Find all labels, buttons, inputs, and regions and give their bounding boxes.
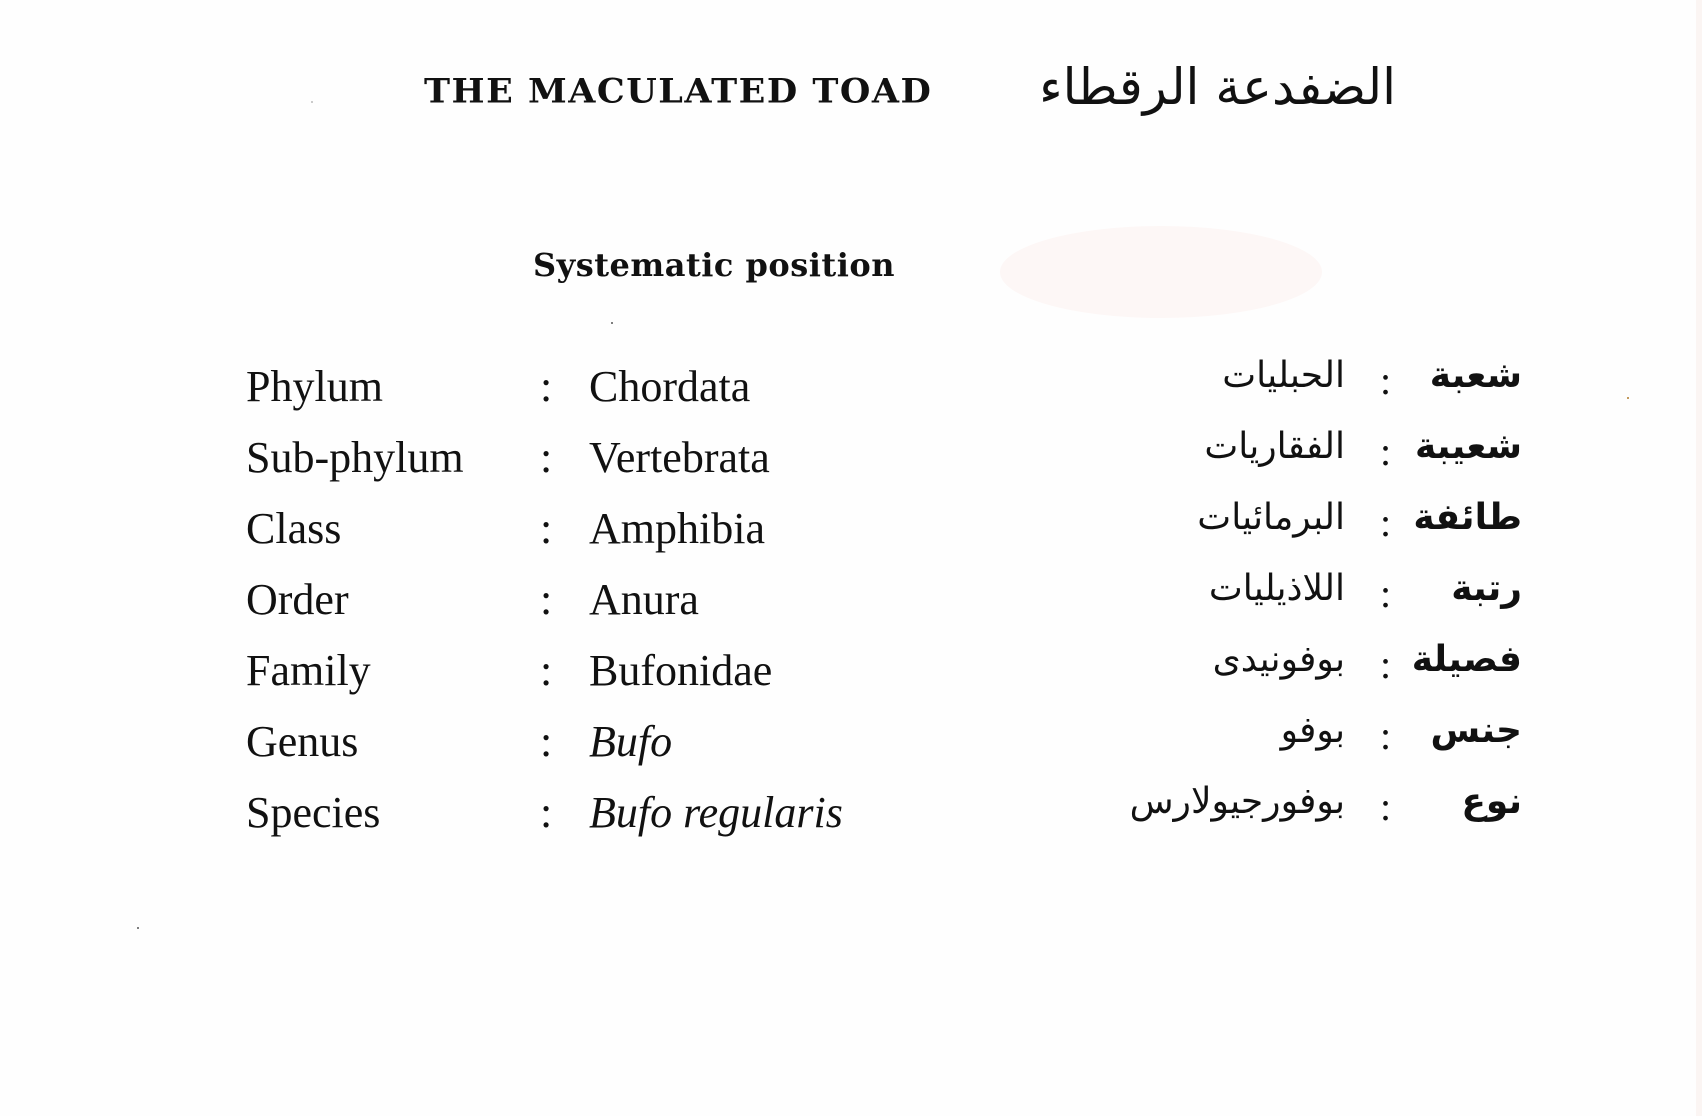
separator: : [540,362,553,411]
rank-label-en: Sub-phylum [246,433,464,482]
separator: : [540,646,553,695]
separator: : [1380,429,1392,474]
separator: : [1380,500,1392,545]
rank-label-en: Order [246,575,349,624]
rank-value-ar: بوفو [1280,710,1345,751]
separator: : [1380,358,1392,403]
separator: : [540,717,553,766]
paper-smudge [1000,226,1322,318]
separator: : [1380,784,1392,829]
rank-value-en: Bufo regularis [589,788,843,837]
rank-label-en: Species [246,788,381,837]
rank-label-ar: رتبة [1451,568,1522,609]
separator: : [540,788,553,837]
ink-speck [611,322,613,324]
rank-label-ar: جنس [1430,710,1522,751]
taxonomy-row-subphylum [0,426,1702,497]
separator: : [1380,713,1392,758]
taxonomy-row-phylum [0,355,1702,426]
taxonomy-row-species [0,781,1702,852]
rank-value-ar: الفقاريات [1204,426,1345,467]
rank-label-ar: فصيلة [1411,639,1522,680]
rank-value-en: Bufonidae [589,646,773,695]
taxonomy-row-genus [0,710,1702,781]
taxonomy-row-class [0,497,1702,568]
rank-value-ar: بوفونيدى [1212,639,1345,680]
rank-label-ar: شعبة [1429,355,1522,396]
rank-value-en: Bufo [589,717,673,766]
taxonomy-table [0,355,1702,852]
separator: : [540,575,553,624]
ink-speck [311,101,313,103]
rank-value-en: Anura [589,575,699,624]
rank-value-ar: بوفورجيولارس [1129,781,1345,822]
rank-value-en: Chordata [589,362,751,411]
page-title-arabic: الضفدعة الرقطاء [1039,58,1396,116]
taxonomy-row-order [0,568,1702,639]
separator: : [540,504,553,553]
taxonomy-row-family [0,639,1702,710]
rank-label-ar: نوع [1461,781,1522,822]
rank-value-ar: البرمائيات [1197,497,1345,538]
ink-speck [137,927,139,929]
rank-value-ar: الحبليات [1222,355,1345,396]
separator: : [540,433,553,482]
rank-value-en: Amphibia [589,504,765,553]
separator: : [1380,642,1392,687]
rank-label-ar: شعيبة [1415,426,1522,467]
rank-value-ar: اللاذيليات [1208,568,1345,609]
rank-label-en: Family [246,646,371,695]
rank-label-en: Class [246,504,342,553]
section-heading: Systematic position [533,246,895,284]
page-title-english: THE MACULATED TOAD [424,72,933,111]
rank-value-en: Vertebrata [589,433,770,482]
separator: : [1380,571,1392,616]
rank-label-en: Genus [246,717,359,766]
rank-label-ar: طائفة [1413,497,1522,538]
rank-label-en: Phylum [246,362,383,411]
